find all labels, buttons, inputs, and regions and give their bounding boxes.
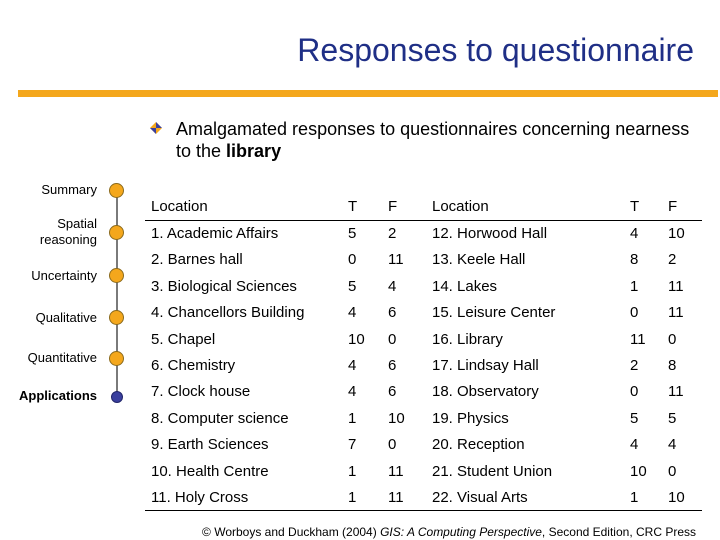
table-row [145, 220, 702, 246]
column-header-f: F [662, 194, 702, 220]
table-cell: 16. Library [432, 330, 503, 348]
table-cell: 6 [388, 304, 397, 322]
column-header-t: T [624, 194, 662, 220]
bullet-bold-keyword: library [226, 141, 282, 161]
table-row [145, 405, 702, 431]
table-cell: 4 [388, 277, 397, 295]
sidebar-dot-uncertainty[interactable] [109, 268, 124, 283]
title-divider [18, 90, 718, 97]
table-cell: 8 [630, 251, 639, 269]
table-cell: 4 [348, 304, 357, 322]
sidebar-item-qualitative[interactable]: Qualitative [35, 310, 97, 325]
table-cell: 0 [388, 436, 397, 454]
table-cell: 8 [668, 357, 677, 375]
table-cell: 4 [668, 436, 677, 454]
diamond-bullet-icon [150, 122, 162, 134]
table-cell: 0 [388, 330, 397, 348]
responses-table [145, 194, 702, 511]
table-row [145, 432, 702, 458]
sidebar-item-uncertainty[interactable]: Uncertainty [31, 268, 97, 283]
table-cell: 0 [630, 383, 639, 401]
table-row [145, 484, 702, 510]
table-cell: 7 [348, 436, 357, 454]
table-cell: 5 [348, 225, 357, 243]
table-cell: 1 [348, 409, 357, 427]
table-cell: 8. Computer science [151, 409, 289, 427]
table-cell: 10 [662, 484, 702, 510]
sidebar-dot-applications[interactable] [111, 391, 123, 403]
sidebar-dot-qualitative[interactable] [109, 310, 124, 325]
table-cell: 1 [342, 484, 382, 510]
table-cell: 1. Academic Affairs [151, 225, 279, 243]
table-cell: 0 [348, 251, 357, 269]
table-cell: 14. Lakes [432, 277, 498, 295]
table-cell: 1 [630, 277, 639, 295]
table-cell: 21. Student Union [432, 462, 553, 480]
table-row [145, 247, 702, 273]
table-cell: 5 [348, 277, 357, 295]
table-cell: 11 [668, 304, 684, 322]
table-cell: 11 [388, 251, 404, 269]
table-cell: 6 [388, 383, 397, 401]
table-cell: 4 [348, 383, 357, 401]
sidebar-dot-summary[interactable] [109, 183, 124, 198]
table-cell: 2. Barnes hall [151, 251, 243, 269]
sidebar-item-applications[interactable]: Applications [18, 388, 97, 403]
table-cell: 11 [668, 383, 684, 401]
table-cell: 0 [630, 304, 639, 322]
table-cell: 4 [348, 357, 357, 375]
table-cell: 11 [668, 277, 684, 295]
table-row [145, 379, 702, 405]
table-row [145, 458, 702, 484]
table-row [145, 300, 702, 326]
table-cell: 4. Chancellors Building [151, 304, 305, 322]
table-cell: 2 [668, 251, 677, 269]
table-cell: 22. Visual Arts [426, 484, 624, 510]
table-cell: 11 [630, 330, 646, 348]
table-cell: 2 [388, 225, 397, 243]
column-header-location: Location [426, 194, 624, 220]
book-title: GIS: A Computing Perspective [380, 525, 542, 539]
sidebar-item-quantitative[interactable]: Quantitative [27, 350, 97, 365]
column-header-location: Location [145, 194, 342, 220]
table-cell: 12. Horwood Hall [432, 225, 548, 243]
table-cell: 6. Chemistry [151, 357, 236, 375]
copyright-footer: © Worboys and Duckham (2004) GIS: A Computing Perspective, Second Edition, CRC Press [202, 525, 696, 539]
table-cell: 7. Clock house [151, 383, 251, 401]
table-cell: 20. Reception [432, 436, 525, 454]
table-cell: 10 [388, 409, 405, 427]
table-cell: 9. Earth Sciences [151, 436, 269, 454]
table-row [145, 326, 702, 352]
table-cell: 10 [630, 462, 647, 480]
table-cell: 11. Holy Cross [145, 484, 342, 510]
table-cell: 10 [668, 225, 685, 243]
table-cell: 5 [668, 409, 677, 427]
sidebar-item-summary[interactable]: Summary [41, 182, 97, 197]
table-cell: 13. Keele Hall [432, 251, 526, 269]
table-cell: 6 [388, 357, 397, 375]
table-cell: 0 [668, 330, 677, 348]
table-cell: 1 [348, 462, 357, 480]
table-cell: 17. Lindsay Hall [432, 357, 539, 375]
column-header-t: T [342, 194, 382, 220]
sidebar-dot-spatial-reasoning[interactable] [109, 225, 124, 240]
table-cell: 10 [348, 330, 365, 348]
table-cell: 15. Leisure Center [432, 304, 556, 322]
table-cell: 18. Observatory [432, 383, 539, 401]
table-cell: 2 [630, 357, 639, 375]
table-cell: 19. Physics [432, 409, 509, 427]
table-cell: 11 [388, 462, 404, 480]
column-header-f: F [382, 194, 426, 220]
slide-title: Responses to questionnaire [297, 32, 694, 68]
bullet-point [150, 118, 690, 162]
table-cell: 4 [630, 436, 639, 454]
sidebar-item-spatial-reasoning[interactable]: Spatial reasoning [39, 216, 97, 247]
table-cell: 1 [624, 484, 662, 510]
table-cell: 3. Biological Sciences [151, 277, 297, 295]
table-cell: 0 [668, 462, 677, 480]
bullet-text: Amalgamated responses to questionnaires concerning nearness to the library [176, 119, 690, 161]
sidebar-timeline [116, 190, 118, 402]
sidebar-nav [0, 178, 135, 418]
table-row [145, 352, 702, 378]
table-header-row [145, 194, 702, 220]
table-cell: 11 [382, 484, 426, 510]
table-cell: 10. Health Centre [151, 462, 269, 480]
table-row [145, 273, 702, 299]
table-cell: 5 [630, 409, 639, 427]
sidebar-dot-quantitative[interactable] [109, 351, 124, 366]
table-cell: 4 [630, 225, 639, 243]
table-cell: 5. Chapel [151, 330, 216, 348]
